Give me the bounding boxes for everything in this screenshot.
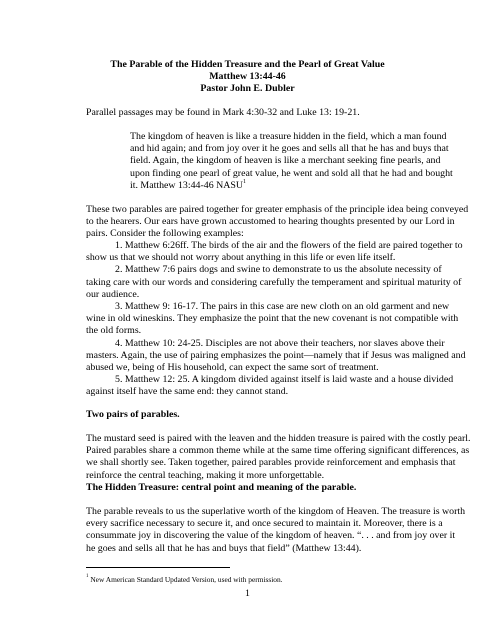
example-line: 4. Matthew 10: 24-25. Disciples are not above their teachers, nor slaves above their [115, 337, 445, 349]
parallel-text: Parallel passages may be found in Mark 4:30-32 and Luke 13: 19-21. [86, 107, 360, 118]
quote-line: The kingdom of heaven is like a treasure hidden in the field, which a man found [130, 131, 447, 142]
intro-line: pairs. Consider the following examples: [86, 228, 244, 240]
example-line: show us that we should not worry about anything in this life or even life itself. [86, 252, 396, 264]
author-name: Pastor John E. Dubler [200, 83, 295, 95]
example-line: 3. Matthew 9: 16-17. The pairs in this case are new cloth on an old garment and new [115, 301, 450, 313]
section-heading-treasure [86, 482, 468, 494]
intro-line: to the hearers. Our ears have grown accustomed to hearing thoughts presented by our Lord in [86, 216, 455, 228]
page-number: 1 [245, 588, 250, 599]
quote-line: field. Again, the kingdom of heaven is like a merchant seeking fine pearls, and [130, 155, 441, 167]
document-title: The Parable of the Hidden Treasure and the Pearl of Great Value [110, 59, 385, 70]
quote-line: and hid again; and from joy over it he goes and sells all that he has and buys that [130, 143, 449, 155]
pairs-line: reinforce the central teaching, making it more unforgettable. [86, 469, 325, 481]
example-line: our audience. [86, 288, 140, 300]
example-line: 2. Matthew 7:6 pairs dogs and swine to demonstrate to us the absolute necessity of [115, 264, 442, 276]
footnote-separator [86, 567, 230, 568]
example-line: 1. Matthew 6:26ff. The birds of the air and the flowers of the field are paired together to [115, 240, 463, 251]
quote-line: upon finding one pearl of great value, he went and sold all that he had and bought [130, 167, 453, 179]
example-line: the old forms. [86, 325, 142, 337]
footnote [86, 575, 283, 584]
title-block [0, 59, 495, 96]
treasure-paragraph [86, 506, 468, 555]
example-line: taking care with our words and considering carefully the temperament and spiritual maturity of [86, 276, 462, 288]
example-line: against itself have the same end: they cannot stand. [86, 386, 289, 398]
heading-text: Two pairs of parables. [86, 409, 180, 420]
quote-line-text: it. Matthew 13:44-46 NASU [130, 179, 244, 191]
scripture-reference: Matthew 13:44-46 [209, 71, 286, 83]
example-line: 5. Matthew 12: 25. A kingdom divided against itself is laid waste and a house divided [115, 374, 454, 386]
pairs-line: we shall shortly see. Taken together, paired parables provide reinforcement and emphasis that [86, 457, 456, 469]
intro-paragraph [86, 204, 468, 241]
parallel-passages [86, 107, 468, 119]
treasure-line: The parable reveals to us the superlative worth of the kingdom of Heaven. The treasure is worth [86, 506, 466, 517]
examples-list [86, 240, 468, 399]
pairs-line: The mustard seed is paired with the leaven and the hidden treasure is paired with the costly pearl. [86, 433, 471, 444]
footnote-reference[interactable]: 1 [243, 178, 247, 185]
footnote-mark: 1 [86, 574, 89, 579]
treasure-line: every sacrifice necessary to secure it, and once secured to maintain it. Moreover, there is a [86, 518, 443, 530]
pairs-paragraph [86, 433, 471, 482]
footnote-text: New American Standard Updated Version, used with permission. [88, 575, 283, 584]
example-line: masters. Again, the use of pairing emphasizes the point—namely that if Jesus was maligned and [86, 349, 466, 361]
intro-line: These two parables are paired together for greater emphasis of the principle idea being conveyed [86, 204, 469, 215]
pairs-line: Paired parables share a common theme while at the same time offering significant differences, as [86, 445, 470, 457]
heading-text: The Hidden Treasure: central point and meaning of the parable. [86, 482, 357, 493]
section-heading-pairs [86, 409, 468, 421]
quote-line-last [130, 180, 436, 192]
treasure-line: consummate joy in discovering the value of the kingdom of heaven. “. . . and from joy over it [86, 530, 456, 542]
example-line: wine in old wineskins. They emphasize the point that the new covenant is not compatible with [86, 313, 459, 325]
scripture-quote [130, 131, 453, 192]
treasure-line: he goes and sells all that he has and buys that field” (Matthew 13:44). [86, 542, 362, 554]
example-line: abused we, being of His household, can expect the same sort of treatment. [86, 362, 379, 374]
